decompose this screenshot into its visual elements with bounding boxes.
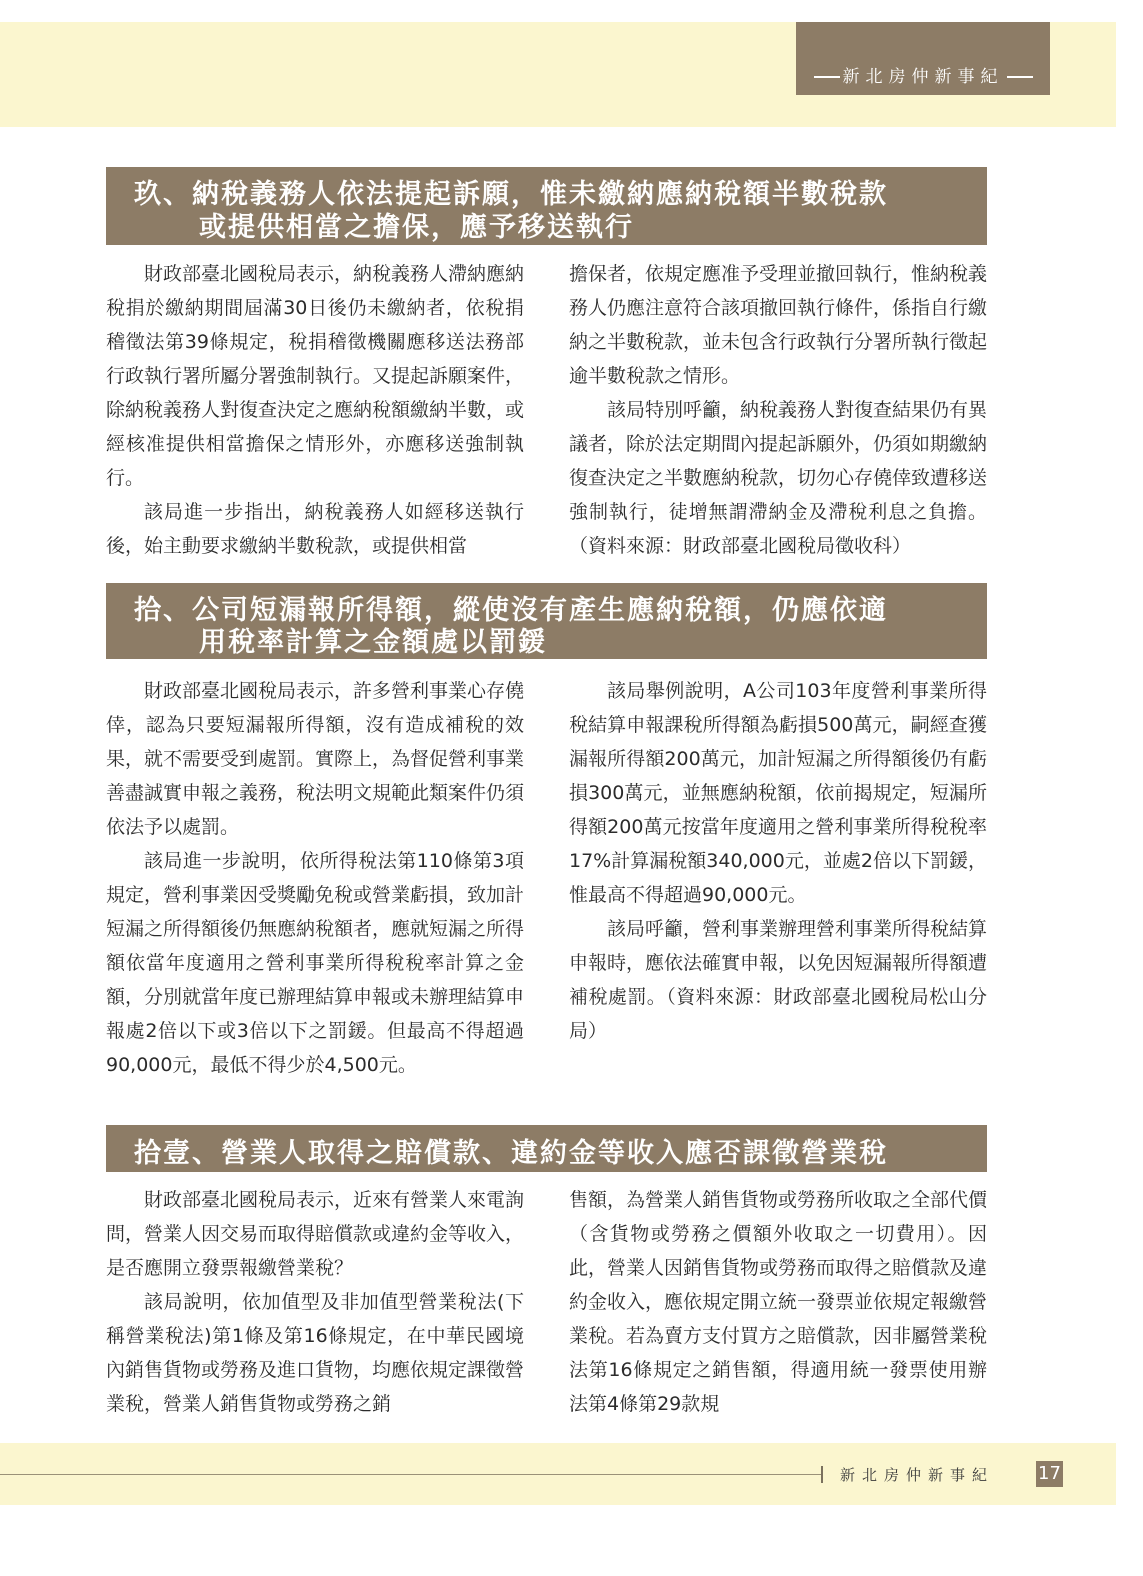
paragraph: 售額，為營業人銷售貨物或勞務所收取之全部代價（含貨物或勞務之價額外收取之一切費用）。因此，營業人因銷售貨物或勞務而取得之賠償款及違約金收入，應依規定開立統一發票並依規定報繳營業稅。若為賣方支付買方之賠償款，因非屬營業稅法第16條規定之銷售額，得適用統一發票使用辦法第4條第29款規 — [569, 1189, 988, 1415]
article-column-left — [106, 257, 524, 563]
section-heading-line1: 拾、公司短漏報所得額，縱使沒有產生應納稅額，仍應依適 — [134, 595, 888, 626]
section-heading — [106, 1125, 987, 1172]
header-tab — [796, 22, 1050, 95]
article-column-right — [569, 1183, 987, 1421]
paragraph: 該局特別呼籲，納稅義務人對復查結果仍有異議者，除於法定期間內提起訴願外，仍須如期繳納復查決定之半數應納稅款，切勿心存僥倖致遭移送強制執行，徒增無謂滯納金及滯稅利息之負擔。（資料來源：財政部臺北國稅局徵收科） — [569, 399, 988, 557]
section-heading-line2: 用稅率計算之金額處以罰鍰 — [199, 627, 547, 658]
article-column-right — [569, 674, 987, 1048]
paragraph: 財政部臺北國稅局表示，許多營利事業心存僥倖，認為只要短漏報所得額，沒有造成補稅的效果，就不需要受到處罰。實際上，為督促營利事業善盡誠實申報之義務，稅法明文規範此類案件仍須依法予以處罰。 — [106, 680, 525, 838]
dash-decoration — [814, 76, 840, 78]
paragraph: 該局呼籲，營利事業辦理營利事業所得稅結算申報時，應依法確實申報，以免因短漏報所得額遭補稅處罰。（資料來源：財政部臺北國稅局松山分局） — [569, 918, 988, 1042]
paragraph: 該局舉例說明，A公司103年度營利事業所得稅結算申報課稅所得額為虧損500萬元，嗣經查獲漏報所得額200萬元，加計短漏之所得額後仍有虧損300萬元，並無應納稅額，依前揭規定，短漏所得額200萬元按當年度適用之營利事業所得稅稅率17%計算漏稅額340,000元，並處2倍以下罰鍰，惟最高不得超過90,000元。 — [569, 680, 987, 906]
section-heading-line2: 或提供相當之擔保，應予移送執行 — [199, 212, 634, 243]
section-heading — [106, 167, 987, 245]
section-heading — [106, 583, 987, 659]
section-heading-line1: 拾壹、營業人取得之賠償款、違約金等收入應否課徵營業稅 — [134, 1138, 888, 1169]
paragraph: 該局進一步指出，納稅義務人如經移送執行後，始主動要求繳納半數稅款，或提供相當 — [106, 501, 524, 557]
magazine-title: 新北房仲新事紀 — [842, 67, 1004, 87]
paragraph: 財政部臺北國稅局表示，納稅義務人滯納應納稅捐於繳納期間屆滿30日後仍未繳納者，依稅捐稽徵法第39條規定，稅捐稽徵機關應移送法務部行政執行署所屬分署強制執行。又提起訴願案件，除納稅義務人對復查決定之應納稅額繳納半數，或經核准提供相當擔保之情形外，亦應移送強制執行。 — [106, 263, 525, 489]
footer-magazine-title: 新北房仲新事紀 — [840, 1466, 995, 1484]
page-number: 17 — [1036, 1461, 1063, 1487]
article-column-left — [106, 1183, 524, 1421]
section-heading-line1: 玖、納稅義務人依法提起訴願，惟未繳納應納稅額半數稅款 — [134, 179, 888, 210]
paragraph: 該局說明，依加值型及非加值型營業稅法(下稱營業稅法)第1條及第16條規定，在中華民國境內銷售貨物或勞務及進口貨物，均應依規定課徵營業稅，營業人銷售貨物或勞務之銷 — [106, 1291, 525, 1415]
paragraph: 該局進一步說明，依所得稅法第110條第3項規定，營利事業因受獎勵免稅或營業虧損，致加計短漏之所得額後仍無應納稅額者，應就短漏之所得額依當年度適用之營利事業所得稅稅率計算之金額，分別就當年度已辦理結算申報或未辦理結算申報處2倍以下或3倍以下之罰鍰。但最高不得超過90,000元，最低不得少於4,500元。 — [106, 850, 525, 1076]
dash-decoration — [1007, 76, 1033, 78]
article-column-right — [569, 257, 987, 563]
paragraph: 擔保者，依規定應准予受理並撤回執行，惟納稅義務人仍應注意符合該項撤回執行條件，係指自行繳納之半數稅款，並未包含行政執行分署所執行徵起逾半數稅款之情形。 — [569, 263, 988, 387]
paragraph: 財政部臺北國稅局表示，近來有營業人來電詢問，營業人因交易而取得賠償款或違約金等收入，是否應開立發票報繳營業稅？ — [106, 1189, 525, 1279]
footer-rule — [0, 1474, 822, 1475]
article-column-left — [106, 674, 524, 1082]
footer-divider — [821, 1466, 823, 1483]
